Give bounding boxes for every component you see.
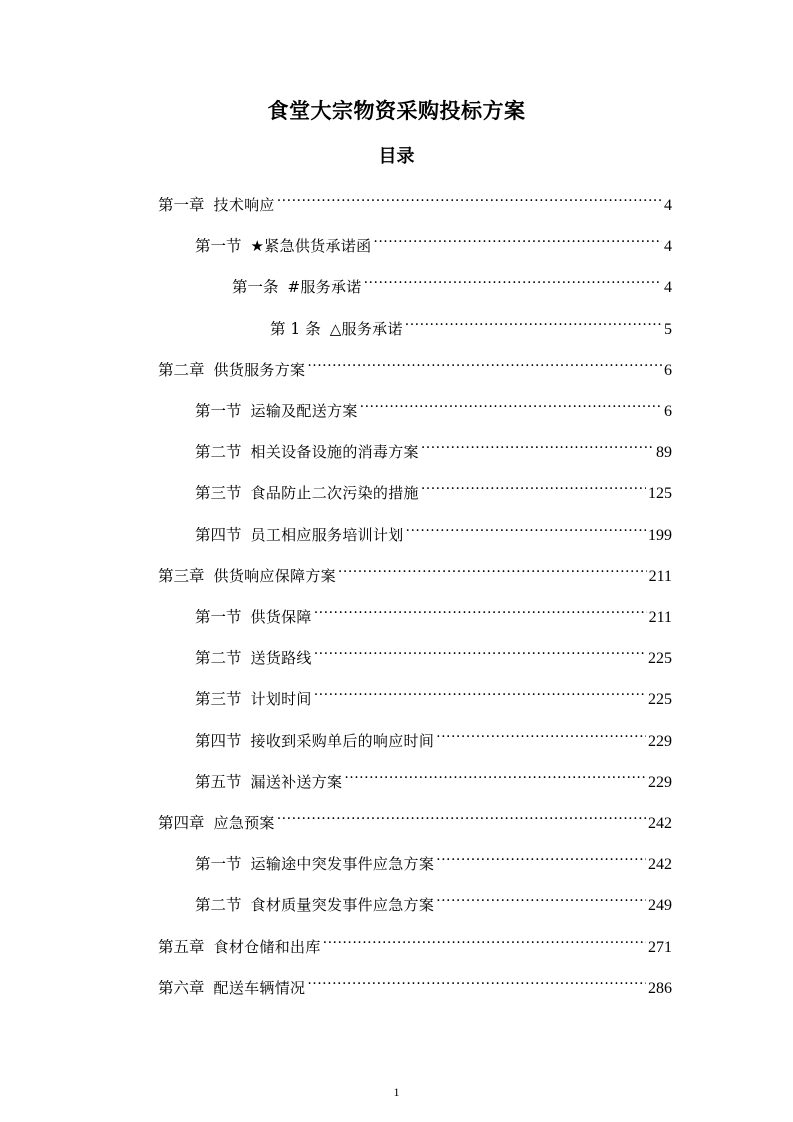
toc-entry[interactable] [195,674,672,709]
toc-entry-title: 运输及配送方案 [250,402,358,420]
toc-entry[interactable] [232,262,672,297]
toc-leader-dots [277,798,646,828]
toc-entry-page: 242 [648,856,672,874]
toc-entry-title: 食材质量突发事件应急方案 [250,896,435,915]
toc-entry-page: 271 [648,938,672,956]
toc-entry-page: 4 [664,197,672,214]
toc-leader-dots [314,674,646,704]
toc-entry-page: 211 [648,567,672,585]
toc-entry-number: 第三节 [195,690,242,709]
toc-entry-title: 员工相应服务培训计划 [250,525,404,544]
toc-leader-dots [421,468,646,498]
toc-entry-number: 第二节 [195,443,242,462]
page-number: 1 [393,1085,400,1099]
toc-entry-page: 242 [648,815,672,832]
toc-entry-page: 6 [664,361,672,379]
toc-leader-dots [314,633,646,663]
toc-entry[interactable] [195,633,672,668]
toc-entry[interactable] [158,180,672,214]
toc-entry-page: 286 [648,979,672,997]
toc-entry-title: 相关设备设施的消毒方案 [250,443,419,462]
toc-entry-title: 供货保障 [250,608,312,626]
toc-leader-dots [314,592,647,622]
toc-leader-dots [436,716,646,746]
toc-entry-title: 食材仓储和出库 [213,937,321,956]
document-title: 食堂大宗物资采购投标方案 [267,99,526,123]
toc-entry-number: 第四节 [195,731,242,750]
toc-entry-page: 125 [648,485,672,503]
toc-entry-number: 第 1 条 [270,319,321,338]
toc-entry-title: 送货路线 [250,649,312,668]
toc-entry-number: 第二节 [195,649,242,668]
toc-entry-number: 第一节 [195,855,242,874]
toc-entry-title: 技术响应 [213,196,275,214]
toc-entry-title: ★紧急供货承诺函 [250,237,372,256]
toc-entry-number: 第二章 [158,360,205,379]
toc-entry-number: 第一条 [232,278,279,297]
toc-entry[interactable] [195,427,672,462]
toc-entry-number: 第三节 [195,484,242,503]
toc-entry[interactable] [195,592,672,626]
toc-entry-page: 229 [648,773,672,791]
toc-entry-page: 225 [648,650,672,668]
toc-entry[interactable] [195,386,672,420]
toc-leader-dots [360,386,662,416]
toc-entry-number: 第五章 [158,937,205,956]
toc-entry-page: 199 [648,526,672,544]
toc-entry[interactable] [195,757,672,791]
toc-entry-number: 第六章 [158,978,205,997]
toc-entry-page: 4 [664,279,672,297]
toc-leader-dots [436,839,646,869]
toc-entry-title: 应急预案 [213,814,275,832]
toc-entry-number: 第一节 [195,402,242,420]
toc-entry-page: 229 [648,732,672,750]
toc-entry-title: 配送车辆情况 [213,978,306,997]
toc-entry-title: 供货响应保障方案 [213,566,336,585]
toc-entry-number: 第二节 [195,896,242,915]
toc-heading: 目录 [378,146,415,167]
toc-entry-title: △服务承诺 [329,319,403,338]
toc-entry-page: 4 [664,238,672,256]
toc-entry-number: 第一章 [158,196,205,214]
toc-leader-dots [323,922,646,952]
toc-entry[interactable] [158,922,672,956]
toc-entry-number: 第三章 [158,566,205,585]
toc-entry[interactable] [270,304,672,338]
toc-leader-dots [364,262,662,292]
toc-entry-title: #服务承诺 [287,278,362,297]
toc-entry[interactable] [158,551,672,585]
toc-entry-title: 供货服务方案 [213,360,306,379]
toc-entry-number: 第一节 [195,237,242,256]
toc-leader-dots [421,427,654,457]
toc-leader-dots [406,510,646,540]
toc-leader-dots [307,963,646,993]
toc-entry-number: 第一节 [195,608,242,626]
toc-entry-page: 6 [664,403,672,420]
toc-leader-dots [436,880,646,910]
toc-entry-number: 第四章 [158,814,205,832]
toc-entry[interactable] [195,221,672,256]
toc-entry-title: 食品防止二次污染的措施 [250,484,419,503]
toc-entry-page: 5 [664,320,672,338]
toc-leader-dots [277,180,662,210]
toc-entry[interactable] [158,345,672,379]
toc-leader-dots [373,221,662,251]
toc-entry-page: 89 [656,444,672,462]
toc-entry-page: 249 [648,897,672,915]
toc-leader-dots [307,345,662,375]
toc-entry[interactable] [195,468,672,503]
toc-entry-title: 计划时间 [250,690,312,709]
toc-entry-page: 225 [648,691,672,709]
toc-entry-title: 接收到采购单后的响应时间 [250,731,435,750]
toc-leader-dots [405,304,662,334]
toc-leader-dots [338,551,647,581]
toc-entry[interactable] [158,963,672,997]
toc-entry-number: 第四节 [195,525,242,544]
toc-entry[interactable] [195,716,672,750]
toc-entry[interactable] [158,798,672,832]
toc-entry-title: 漏送补送方案 [250,772,343,791]
toc-entry[interactable] [195,880,672,915]
toc-entry-title: 运输途中突发事件应急方案 [250,855,435,874]
toc-entry-number: 第五节 [195,772,242,791]
toc-leader-dots [344,757,646,787]
toc-entry[interactable] [195,839,672,874]
toc-entry[interactable] [195,510,672,544]
toc-entry-page: 211 [648,609,672,626]
